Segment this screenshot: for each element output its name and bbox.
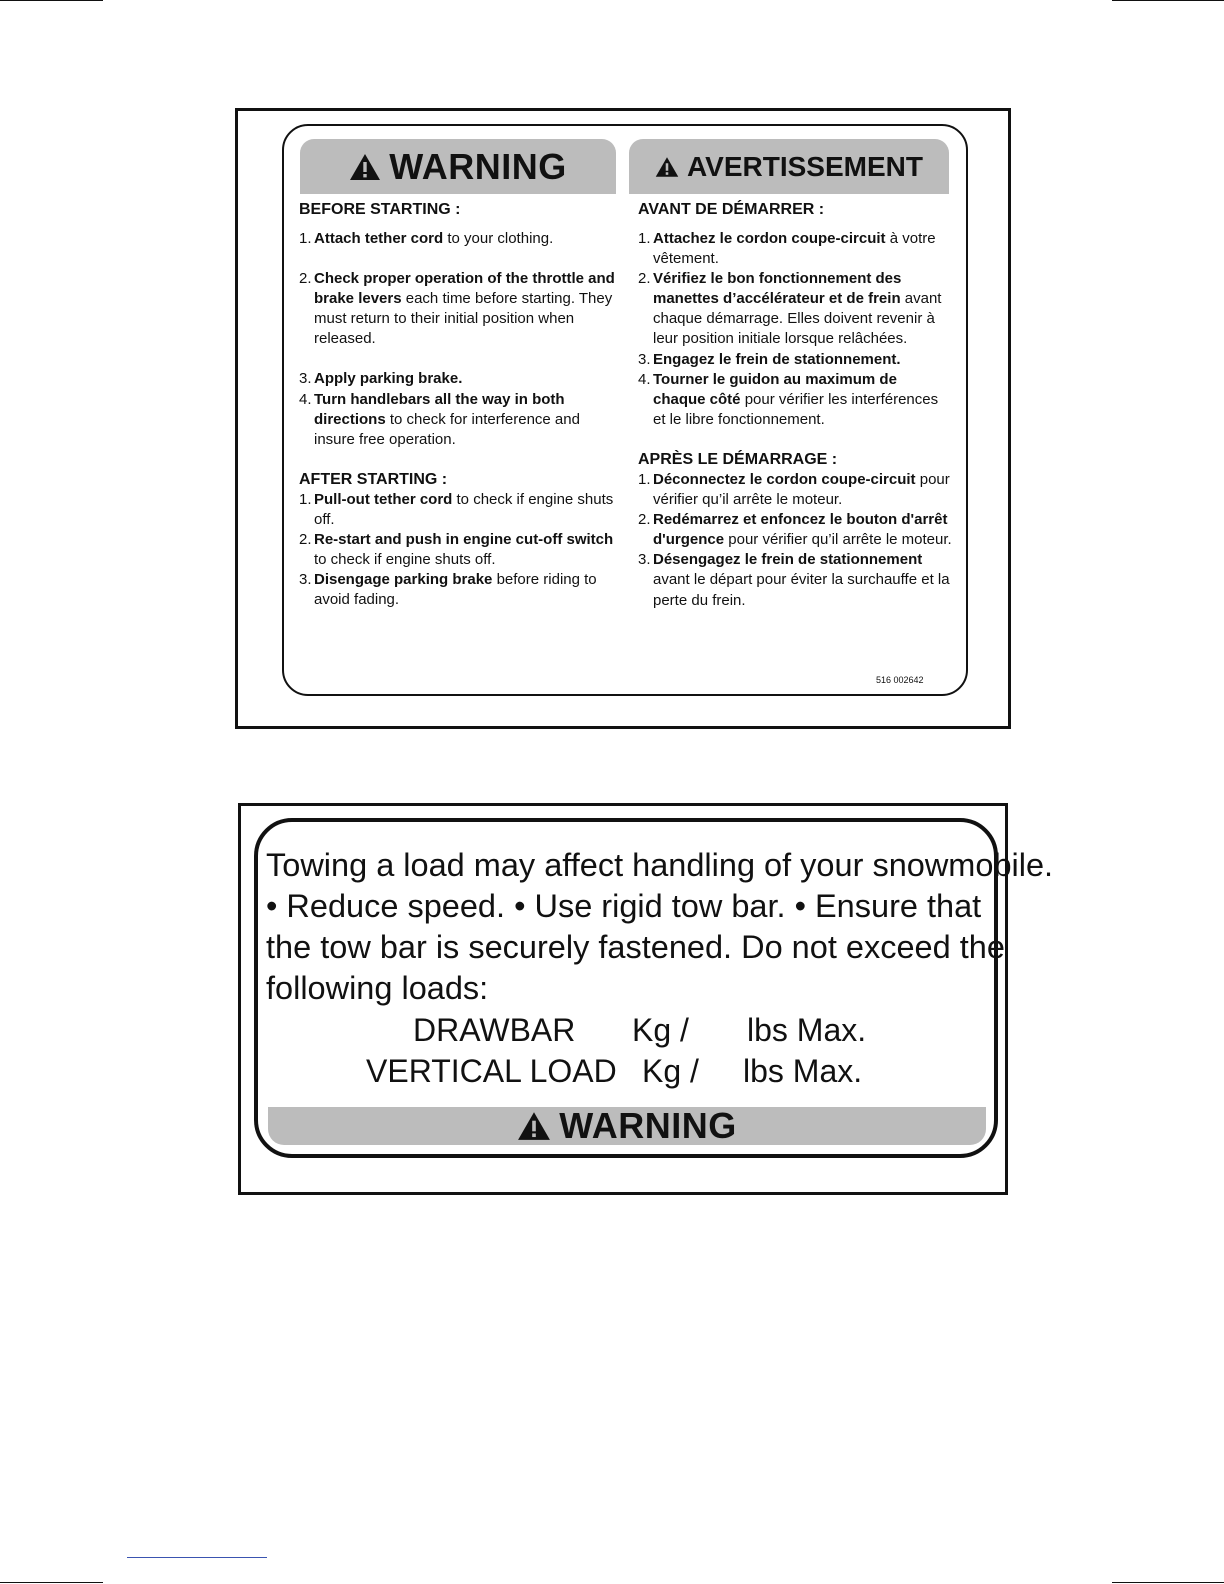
crop-mark-top-left: [0, 0, 103, 1]
french-instructions: [638, 200, 953, 611]
list-item: 2. Redémarrez et enfoncez le bouton d'arrêt d'urgence pour vérifier qu’il arrête le moteur.: [638, 511, 952, 549]
list-item: 2. Vérifiez le bon fonctionnement des manettes d’accélérateur et de frein avant chaque démarrage. Elles doivent revenir à leur position initiale lorsque relâchées.: [638, 270, 942, 348]
avertissement-header-fr: [629, 139, 949, 194]
towing-line: the tow bar is securely fastened. Do not exceed the: [266, 929, 1005, 965]
crop-mark-bottom-left: [0, 1582, 103, 1583]
list-item: 3. Apply parking brake.: [299, 370, 463, 388]
drawbar-lbs-label: lbs Max.: [747, 1012, 867, 1048]
towing-instructions: [266, 845, 1053, 1009]
vertical-kg-label: Kg /: [642, 1053, 699, 1089]
drawbar-kg-label: Kg /: [632, 1012, 689, 1048]
drawbar-label: DRAWBAR: [413, 1012, 576, 1048]
crop-mark-bottom-right: [1112, 1582, 1224, 1583]
list-item: 3. Désengagez le frein de stationnement avant le départ pour éviter la surchauffe et la perte du frein.: [638, 551, 950, 609]
before-starting-title: BEFORE STARTING :: [299, 201, 461, 218]
towing-line: Towing a load may affect handling of your snowmobile.: [266, 847, 1054, 883]
towing-line: • Reduce speed. • Use rigid tow bar. • Ensure that: [266, 888, 982, 924]
avertissement-header-label: AVERTISSEMENT: [687, 150, 923, 182]
towing-warning-header: [268, 1107, 986, 1145]
towing-line: following loads:: [266, 970, 489, 1006]
list-item: 2. Check proper operation of the throttle and brake levers each time before starting. They must return to their initial position when released.: [299, 270, 615, 348]
warning-header-en: [300, 139, 616, 194]
warning-triangle-icon: [349, 153, 381, 181]
list-item: 1. Attach tether cord to your clothing.: [299, 230, 554, 247]
list-item: 1. Déconnectez le cordon coupe-circuit pour vérifier qu’il arrête le moteur.: [638, 470, 950, 509]
warning-triangle-icon: [655, 156, 679, 178]
vertical-load-label: VERTICAL LOAD: [366, 1053, 617, 1089]
warning-triangle-icon: [517, 1111, 551, 1141]
towing-warning-label: WARNING: [559, 1105, 737, 1146]
list-item: 2. Re-start and push in engine cut-off switch to check if engine shuts off.: [299, 531, 614, 569]
list-item: 3. Engagez le frein de stationnement.: [638, 350, 901, 368]
list-item: 1. Attachez le cordon coupe-circuit à votre vêtement.: [638, 230, 936, 268]
part-number: 516 002642: [876, 675, 924, 685]
list-item: 3. Disengage parking brake before riding to avoid fading.: [299, 571, 597, 609]
crop-mark-top-right: [1112, 0, 1224, 1]
vertical-lbs-label: lbs Max.: [743, 1053, 863, 1089]
list-item: 1. Pull-out tether cord to check if engine shuts off.: [299, 490, 614, 528]
list-item: 4. Tourner le guidon au maximum de chaque côté pour vérifier les interférences et le libre fonctionnement.: [638, 370, 939, 428]
warning-header-label: WARNING: [389, 145, 567, 187]
apres-le-demarrage-title: APRÈS LE DÉMARRAGE :: [638, 450, 838, 468]
footer-rule: [127, 1557, 267, 1558]
avant-de-demarrer-title: AVANT DE DÉMARRER :: [638, 201, 825, 218]
after-starting-title: AFTER STARTING :: [299, 470, 448, 488]
english-instructions: [299, 200, 621, 610]
list-item: 4. Turn handlebars all the way in both directions to check for interference and insure free operation.: [299, 390, 580, 448]
